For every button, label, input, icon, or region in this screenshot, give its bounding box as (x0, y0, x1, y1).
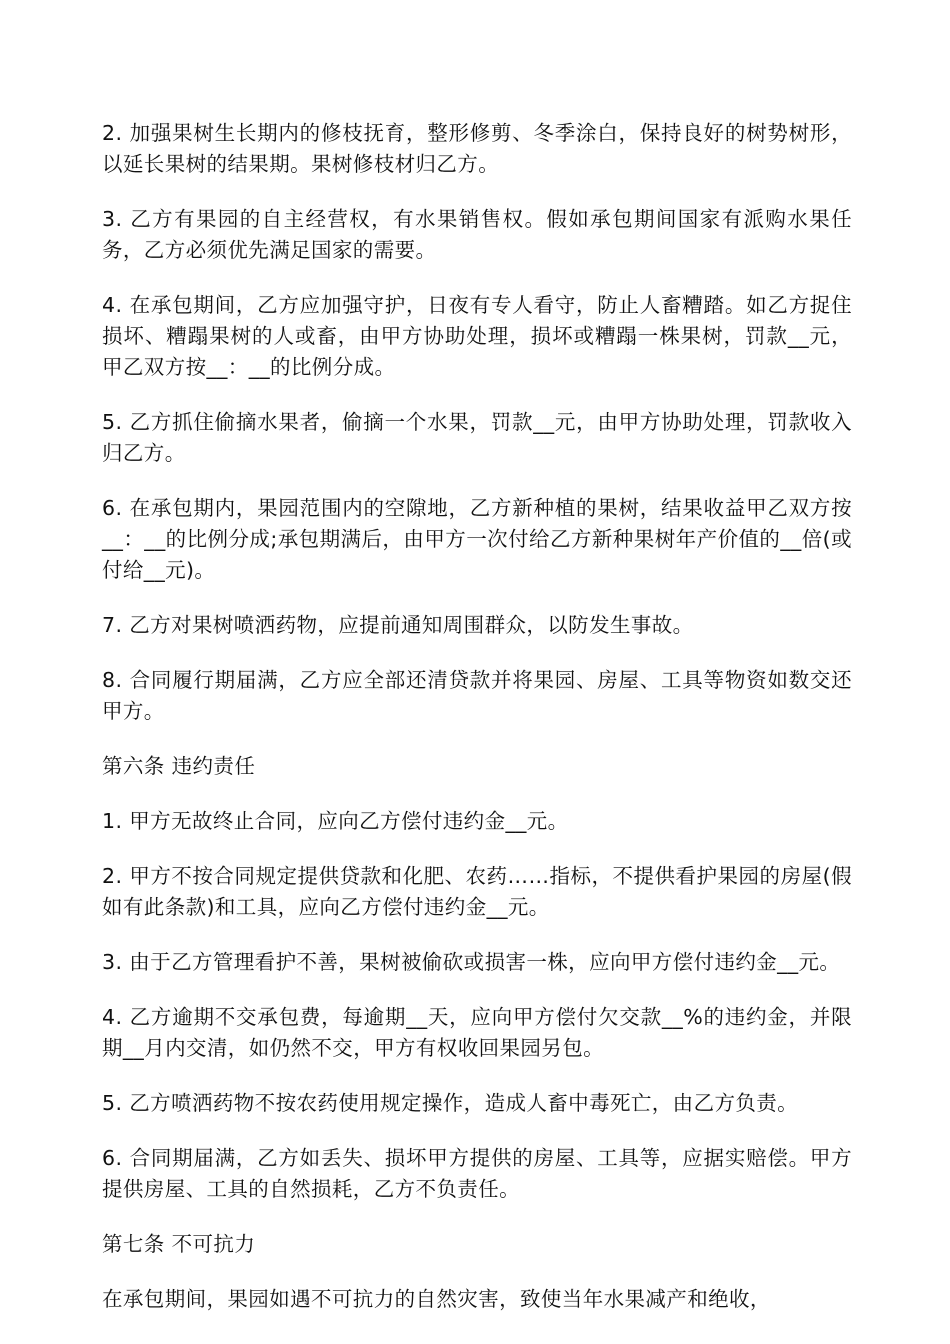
clause-item-6-5: 5. 乙方喷洒药物不按农药使用规定操作，造成人畜中毒死亡，由乙方负责。 (102, 1091, 799, 1115)
clause-paragraph-7: 在承包期间，果园如遇不可抗力的自然灾害，致使当年水果减产和绝收， (102, 1287, 771, 1311)
clause-item-5-6: 6. 在承包期内，果园范围内的空隙地，乙方新种植的果树，结果收益甲乙双方按__：__的比例分成;承包期满后，由甲方一次付给乙方新种果树年产价值的__倍(或付给__元)。 (102, 496, 852, 582)
clause-item-6-6: 6. 合同期届满，乙方如丢失、损坏甲方提供的房屋、工具等，应据实赔偿。甲方提供房屋、工具的自然损耗，乙方不负责任。 (102, 1146, 852, 1201)
clause-item-6-3: 3. 由于乙方管理看护不善，果树被偷砍或损害一株，应向甲方偿付违约金__元。 (102, 950, 841, 974)
clause-item-6-4: 4. 乙方逾期不交承包费，每逾期__天，应向甲方偿付欠交款__%的违约金，并限期__月内交清，如仍然不交，甲方有权收回果园另包。 (102, 1005, 852, 1060)
clause-item-6-2: 2. 甲方不按合同规定提供贷款和化肥、农药……指标，不提供看护果园的房屋(假如有此条款)和工具，应向乙方偿付违约金__元。 (102, 864, 852, 919)
clause-item-5-3: 3. 乙方有果园的自主经营权，有水果销售权。假如承包期间国家有派购水果任务，乙方必须优先满足国家的需要。 (102, 207, 852, 262)
clause-item-6-1: 1. 甲方无故终止合同，应向乙方偿付违约金__元。 (102, 809, 569, 833)
clause-item-5-4: 4. 在承包期间，乙方应加强守护，日夜有专人看守，防止人畜糟踏。如乙方捉住损坏、糟蹋果树的人或畜，由甲方协助处理，损坏或糟蹋一株果树，罚款__元，甲乙双方按__：__的比例分成。 (102, 293, 852, 379)
clause-item-5-7: 7. 乙方对果树喷洒药物，应提前通知周围群众，以防发生事故。 (102, 613, 694, 637)
section-heading-article-6: 第六条 违约责任 (102, 754, 256, 778)
clause-item-5-5: 5. 乙方抓住偷摘水果者，偷摘一个水果，罚款__元，由甲方协助处理，罚款收入归乙方。 (102, 410, 852, 465)
section-heading-article-7: 第七条 不可抗力 (102, 1232, 256, 1256)
clause-item-5-8: 8. 合同履行期届满，乙方应全部还清贷款并将果园、房屋、工具等物资如数交还甲方。 (102, 668, 852, 723)
clause-item-5-2: 2. 加强果树生长期内的修枝抚育，整形修剪、冬季涂白，保持良好的树势树形，以延长果树的结果期。果树修枝材归乙方。 (102, 121, 852, 176)
document-page (102, 118, 852, 1339)
